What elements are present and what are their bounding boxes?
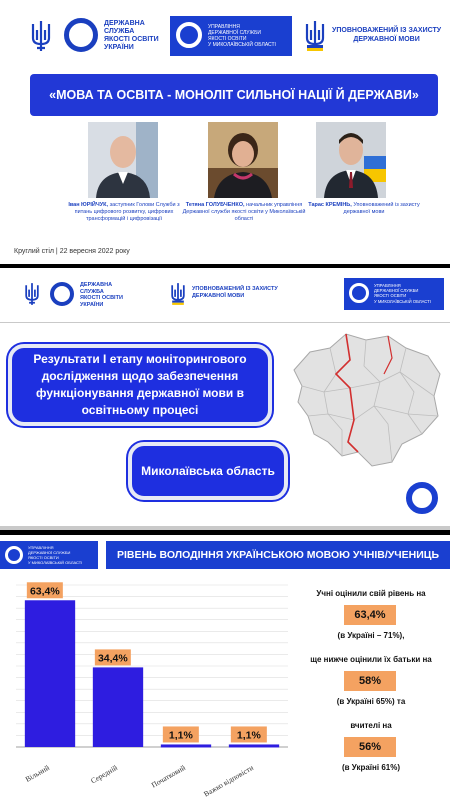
event-title: «МОВА ТА ОСВІТА - МОНОЛІТ СИЛЬНОЇ НАЦІЇ Й ДЕРЖАВИ» [30,74,438,116]
logo-row [0,268,450,318]
speaker-caption: Тарас КРЕМІНЬ, Уповноважений із захисту державної мови [308,202,420,215]
note-ukraine-students: (в Україні – 71%), [337,631,405,640]
category-label: Початковий [149,762,187,790]
speaker-photo [208,122,278,198]
bar [93,667,143,747]
divider [0,526,450,530]
regional-circle-icon [5,546,23,564]
ombudsman-trident-icon [304,20,326,52]
data-label: 1,1% [168,729,193,742]
language-level-bar-chart [6,575,296,800]
value-parents: 58% [344,671,396,691]
slide-title: РІВЕНЬ ВОЛОДІННЯ УКРАЇНСЬКОЮ МОВОЮ УЧНІВ/УЧЕНИЦЬ [106,541,450,569]
region-label: Миколаївська область [128,442,288,500]
trident-icon [24,282,40,306]
slide-round-table [0,0,450,264]
event-date: Круглий стіл | 22 вересня 2022 року [14,248,130,255]
regional-circle-icon [349,283,369,303]
comparison-notes [296,575,446,800]
bar [25,600,75,747]
dsyo-circle-icon [64,18,98,52]
speaker-photo [88,122,158,198]
category-label: Середній [89,762,119,786]
slide-monitoring [0,268,450,530]
ombudsman-logo-text: УПОВНОВАЖЕНИЙ ІЗ ЗАХИСТУ ДЕРЖАВНОЇ МОВИ [332,27,442,43]
dsyo-circle-icon [50,282,74,306]
data-label: 1,1% [236,729,261,742]
trident-icon [30,20,52,52]
monitoring-heading: Результати І етапу моніторингового дослідження щодо забезпечення функціонування державної мови в освітньому процесі [8,344,272,426]
logo-row [0,14,450,64]
note-teachers: вчителі на [350,721,392,730]
ring-icon [406,482,438,514]
region-map [288,330,446,470]
note-students: Учні оцінили свій рівень на [316,589,426,598]
regional-office-logo: УПРАВЛІННЯ ДЕРЖАВНОЇ СЛУЖБИ ЯКОСТІ ОСВІТИ У МИКОЛАЇВСЬКІЙ ОБЛАСТІ [344,278,444,310]
bar [229,744,279,747]
value-students: 63,4% [344,605,396,625]
ombudsman-trident-icon [170,282,186,306]
category-label: Вільний [23,762,51,784]
value-teachers: 56% [344,737,396,757]
note-ukraine-teachers: (в Україні 61%) [341,763,401,772]
speaker-caption: Тетяна ГОЛУБЧЕНКО, начальник управління Державної служби якості освіти у Миколаївській області [182,202,306,222]
dsyo-logo-text: ДЕРЖАВНА СЛУЖБА ЯКОСТІ ОСВІТИ УКРАЇНИ [104,20,159,51]
regional-circle-icon [176,22,202,48]
note-ukraine-parents: (в Україні 65%) та [336,697,406,706]
regional-office-logo: УПРАВЛІННЯ ДЕРЖАВНОЇ СЛУЖБИ ЯКОСТІ ОСВІТИ У МИКОЛАЇВСЬКІЙ ОБЛАСТІ [0,541,98,569]
category-label: Важко відповісти [202,762,255,799]
speaker-photo [316,122,386,198]
data-label: 63,4% [29,585,60,598]
data-label: 34,4% [97,652,128,665]
speaker-caption: Іван ЮРІЙЧУК, заступник Голови Служби з питань цифрового розвитку, цифрових трансформацій і цифровізації [68,202,180,222]
slide-language-level [0,535,450,800]
dsyo-logo-text: ДЕРЖАВНА СЛУЖБА ЯКОСТІ ОСВІТИ УКРАЇНИ [80,282,123,308]
ombudsman-logo-text: УПОВНОВАЖЕНИЙ ІЗ ЗАХИСТУ ДЕРЖАВНОЇ МОВИ [192,286,278,299]
note-parents: ще нижче оцінили їх батьки на [310,655,432,664]
regional-office-logo: УПРАВЛІННЯ ДЕРЖАВНОЇ СЛУЖБИ ЯКОСТІ ОСВІТИ У МИКОЛАЇВСЬКІЙ ОБЛАСТІ [170,16,292,56]
bar [161,744,211,747]
divider [0,322,450,323]
